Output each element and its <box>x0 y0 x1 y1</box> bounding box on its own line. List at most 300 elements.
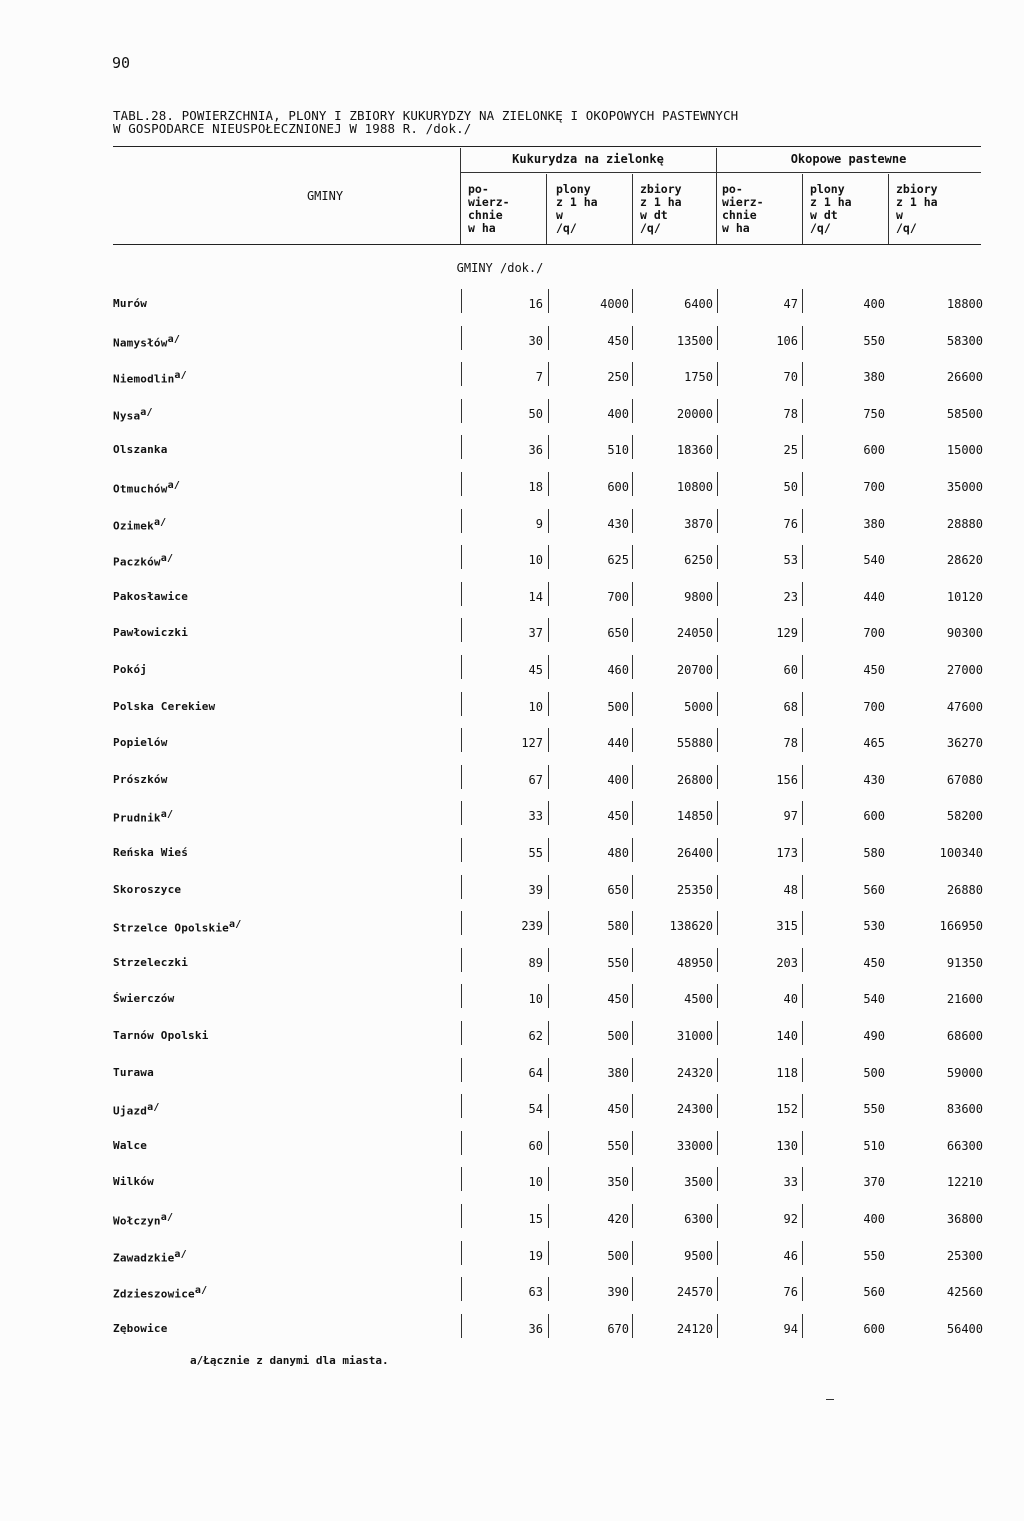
gmina-name-text: Nysa <box>113 409 141 423</box>
column-separator <box>548 289 549 313</box>
table-cell: 700 <box>863 700 885 714</box>
table-cell: 440 <box>607 736 629 750</box>
column-separator <box>632 326 633 350</box>
table-cell: 36 <box>528 1322 543 1336</box>
column-header-line: z 1 ha <box>556 195 598 209</box>
table-cell: 60 <box>528 1139 543 1153</box>
column-separator <box>548 1241 549 1265</box>
column-separator <box>548 545 549 569</box>
gmina-name-text: Turawa <box>113 1066 154 1079</box>
column-separator <box>802 1277 803 1301</box>
table-cell: 33 <box>528 809 543 823</box>
table-cell: 36 <box>528 443 543 457</box>
row-gmina-name <box>113 956 188 969</box>
column-separator <box>461 1094 462 1118</box>
table-cell: 97 <box>783 809 798 823</box>
gmina-name-text: Skoroszyce <box>113 883 182 896</box>
column-separator <box>461 1277 462 1301</box>
gmina-name-text: Pawłowiczki <box>113 626 189 639</box>
row-gmina-name <box>113 1029 209 1042</box>
column-header-line: plony <box>810 182 845 196</box>
row-gmina-name <box>113 1175 154 1188</box>
column-separator <box>461 289 462 313</box>
table-cell: 127 <box>521 736 543 750</box>
table-cell: 315 <box>776 919 798 933</box>
column-separator <box>632 435 633 459</box>
table-cell: 30 <box>528 334 543 348</box>
table-cell: 625 <box>607 553 629 567</box>
table-cell: 400 <box>607 407 629 421</box>
row-gmina-name <box>113 1285 207 1301</box>
table-cell: 62 <box>528 1029 543 1043</box>
gmina-name-text: Wilków <box>113 1175 154 1188</box>
column-separator <box>632 655 633 679</box>
row-gmina-name <box>113 1322 168 1335</box>
dash-mark <box>826 1399 834 1400</box>
table-cell: 173 <box>776 846 798 860</box>
column-separator <box>802 1131 803 1155</box>
header-bottom-rule <box>113 244 981 245</box>
footnote-mark: a/ <box>194 1285 208 1296</box>
footnote-mark: a/ <box>174 370 187 381</box>
gmina-name-text: Strzelce Opolskie <box>113 921 229 935</box>
table-cell: 55 <box>528 846 543 860</box>
table-cell: 430 <box>863 773 885 787</box>
gmina-name-text: Ozimek <box>113 519 154 533</box>
column-header-line: po- <box>722 182 743 196</box>
column-separator <box>717 472 718 496</box>
table-cell: 26800 <box>676 773 713 787</box>
column-header-line: w dt <box>640 208 668 222</box>
table-cell: 68 <box>783 700 798 714</box>
column-separator <box>461 911 462 935</box>
table-cell: 500 <box>607 1029 629 1043</box>
table-cell: 66300 <box>946 1139 983 1153</box>
header-divider <box>888 174 889 244</box>
table-cell: 239 <box>521 919 543 933</box>
table-cell: 21600 <box>946 992 983 1006</box>
gminy-header: GMINY <box>306 189 344 203</box>
table-cell: 58500 <box>946 407 983 421</box>
column-separator <box>632 838 633 862</box>
table-cell: 50 <box>528 407 543 421</box>
table-cell: 10800 <box>676 480 713 494</box>
footnote-mark: a/ <box>167 480 181 491</box>
column-separator <box>461 435 462 459</box>
table-cell: 400 <box>863 1212 885 1226</box>
table-cell: 25 <box>783 443 798 457</box>
column-separator <box>632 1241 633 1265</box>
column-separator <box>461 692 462 716</box>
column-separator <box>802 1314 803 1338</box>
table-cell: 25300 <box>946 1249 983 1263</box>
column-header-line: wierz- <box>722 195 764 209</box>
column-separator <box>461 1167 462 1191</box>
table-cell: 600 <box>863 1322 885 1336</box>
column-separator <box>548 1204 549 1228</box>
column-separator <box>632 1167 633 1191</box>
table-cell: 9 <box>535 517 543 531</box>
table-cell: 4500 <box>684 992 713 1006</box>
table-cell: 138620 <box>669 919 713 933</box>
column-separator <box>461 618 462 642</box>
row-gmina-name <box>113 1249 187 1265</box>
column-separator <box>717 326 718 350</box>
gmina-name-text: Zdzieszowice <box>113 1287 195 1301</box>
column-separator <box>717 1241 718 1265</box>
group1-rule <box>460 172 716 173</box>
gmina-name-text: Wołczyn <box>113 1214 161 1228</box>
column-separator <box>717 435 718 459</box>
table-cell: 10 <box>528 1175 543 1189</box>
page-number: 90 <box>112 54 131 72</box>
table-cell: 9500 <box>684 1249 713 1263</box>
footnote-mark: a/ <box>160 809 174 820</box>
column-separator <box>632 1058 633 1082</box>
column-separator <box>461 1241 462 1265</box>
table-cell: 14850 <box>676 809 713 823</box>
table-cell: 700 <box>863 480 885 494</box>
table-cell: 440 <box>863 590 885 604</box>
table-cell: 10 <box>528 992 543 1006</box>
table-cell: 600 <box>863 443 885 457</box>
column-header-line: w <box>556 208 563 222</box>
column-separator <box>461 399 462 423</box>
column-separator <box>461 838 462 862</box>
column-separator <box>802 911 803 935</box>
table-cell: 3500 <box>684 1175 713 1189</box>
table-cell: 64 <box>528 1066 543 1080</box>
table-cell: 560 <box>863 1285 885 1299</box>
column-separator <box>548 765 549 789</box>
row-gmina-name <box>113 517 166 533</box>
column-separator <box>548 362 549 386</box>
column-separator <box>632 1021 633 1045</box>
table-cell: 18 <box>528 480 543 494</box>
column-separator <box>802 728 803 752</box>
table-cell: 14 <box>528 590 543 604</box>
gmina-name-text: Pokój <box>113 663 148 676</box>
column-separator <box>632 618 633 642</box>
gmina-name-text: Strzeleczki <box>113 956 189 969</box>
table-cell: 35000 <box>946 480 983 494</box>
column-separator <box>717 618 718 642</box>
table-cell: 36270 <box>946 736 983 750</box>
table-cell: 94 <box>783 1322 798 1336</box>
table-cell: 60 <box>783 663 798 677</box>
top-rule <box>113 146 981 147</box>
table-cell: 92 <box>783 1212 798 1226</box>
row-gmina-name <box>113 590 188 603</box>
table-cell: 54 <box>528 1102 543 1116</box>
column-separator <box>717 399 718 423</box>
footnote-mark: a/ <box>228 919 242 930</box>
table-cell: 560 <box>863 883 885 897</box>
table-cell: 550 <box>863 1102 885 1116</box>
column-separator <box>548 509 549 533</box>
table-cell: 540 <box>863 992 885 1006</box>
column-separator <box>632 1094 633 1118</box>
gmina-name-text: Świerczów <box>113 992 175 1005</box>
column-header-line: z 1 ha <box>810 195 852 209</box>
row-gmina-name <box>113 1212 173 1228</box>
column-separator <box>548 435 549 459</box>
table-cell: 18360 <box>676 443 713 457</box>
column-separator <box>548 692 549 716</box>
column-separator <box>717 1058 718 1082</box>
column-separator <box>461 472 462 496</box>
column-header-line: w ha <box>468 221 496 235</box>
column-separator <box>461 362 462 386</box>
column-separator <box>461 1314 462 1338</box>
table-cell: 15 <box>528 1212 543 1226</box>
column-separator <box>461 765 462 789</box>
table-cell: 26880 <box>946 883 983 897</box>
table-cell: 78 <box>783 736 798 750</box>
table-cell: 6300 <box>684 1212 713 1226</box>
gmina-name-text: Otmuchów <box>113 482 168 496</box>
column-separator <box>632 399 633 423</box>
column-header-line: w ha <box>722 221 750 235</box>
row-gmina-name <box>113 443 168 456</box>
table-cell: 580 <box>607 919 629 933</box>
table-cell: 700 <box>607 590 629 604</box>
table-cell: 58300 <box>946 334 983 348</box>
table-cell: 350 <box>607 1175 629 1189</box>
column-separator <box>717 984 718 1008</box>
row-gmina-name <box>113 370 187 386</box>
column-separator <box>717 948 718 972</box>
table-cell: 370 <box>863 1175 885 1189</box>
row-gmina-name <box>113 626 188 639</box>
table-cell: 380 <box>863 517 885 531</box>
column-separator <box>802 289 803 313</box>
table-cell: 130 <box>776 1139 798 1153</box>
column-separator <box>802 618 803 642</box>
row-gmina-name <box>113 1139 147 1152</box>
table-cell: 46 <box>783 1249 798 1263</box>
column-separator <box>548 948 549 972</box>
table-cell: 380 <box>607 1066 629 1080</box>
column-separator <box>802 545 803 569</box>
column-separator <box>632 1204 633 1228</box>
table-cell: 380 <box>863 370 885 384</box>
column-separator <box>717 1277 718 1301</box>
column-header-line: w <box>896 208 903 222</box>
column-separator <box>802 362 803 386</box>
column-separator <box>717 838 718 862</box>
column-separator <box>802 1167 803 1191</box>
column-header-line: chnie <box>468 208 503 222</box>
table-cell: 40 <box>783 992 798 1006</box>
column-separator <box>717 655 718 679</box>
table-cell: 10 <box>528 553 543 567</box>
column-header-line: po- <box>468 182 489 196</box>
column-separator <box>802 435 803 459</box>
column-separator <box>632 582 633 606</box>
gmina-name-text: Walce <box>113 1139 148 1152</box>
column-separator <box>461 1131 462 1155</box>
column-separator <box>717 1314 718 1338</box>
column-separator <box>632 1131 633 1155</box>
column-separator <box>717 1167 718 1191</box>
table-cell: 600 <box>607 480 629 494</box>
gmina-name-text: Prudnik <box>113 811 161 825</box>
table-cell: 42560 <box>946 1285 983 1299</box>
column-separator <box>717 1021 718 1045</box>
table-cell: 58200 <box>946 809 983 823</box>
table-cell: 118 <box>776 1066 798 1080</box>
footnote-mark: a/ <box>174 1249 187 1260</box>
table-cell: 450 <box>607 1102 629 1116</box>
column-separator <box>632 362 633 386</box>
table-cell: 53 <box>783 553 798 567</box>
row-gmina-name <box>113 1102 160 1118</box>
table-cell: 36800 <box>946 1212 983 1226</box>
column-separator <box>632 692 633 716</box>
column-separator <box>802 875 803 899</box>
table-cell: 18800 <box>946 297 983 311</box>
table-cell: 48950 <box>676 956 713 970</box>
table-cell: 106 <box>776 334 798 348</box>
column-separator <box>548 984 549 1008</box>
table-cell: 33000 <box>676 1139 713 1153</box>
column-header-line: zbiory <box>640 182 682 196</box>
gmina-name-text: Ujazd <box>113 1104 148 1118</box>
table-cell: 510 <box>607 443 629 457</box>
table-cell: 24050 <box>676 626 713 640</box>
table-cell: 3870 <box>684 517 713 531</box>
table-cell: 465 <box>863 736 885 750</box>
column-separator <box>717 1131 718 1155</box>
column-separator <box>802 984 803 1008</box>
table-cell: 1750 <box>684 370 713 384</box>
table-cell: 20000 <box>676 407 713 421</box>
table-cell: 650 <box>607 626 629 640</box>
footnote-mark: a/ <box>160 553 174 564</box>
table-cell: 31000 <box>676 1029 713 1043</box>
row-gmina-name <box>113 1066 154 1079</box>
table-cell: 9800 <box>684 590 713 604</box>
column-separator <box>717 692 718 716</box>
table-cell: 76 <box>783 1285 798 1299</box>
table-cell: 700 <box>863 626 885 640</box>
table-cell: 24120 <box>676 1322 713 1336</box>
row-gmina-name <box>113 334 180 350</box>
column-separator <box>632 875 633 899</box>
group2-header: Okopowe pastewne <box>790 152 907 166</box>
column-separator <box>632 509 633 533</box>
table-cell: 26400 <box>676 846 713 860</box>
table-cell: 500 <box>607 1249 629 1263</box>
row-gmina-name <box>113 297 147 310</box>
column-separator <box>548 728 549 752</box>
column-separator <box>802 692 803 716</box>
table-cell: 450 <box>863 663 885 677</box>
section-label: GMINY /dok./ <box>456 261 544 275</box>
table-cell: 67 <box>528 773 543 787</box>
table-cell: 152 <box>776 1102 798 1116</box>
table-cell: 550 <box>607 1139 629 1153</box>
footnote: a/Łącznie z danymi dla miasta. <box>190 1354 389 1367</box>
header-divider <box>546 174 547 244</box>
column-separator <box>802 838 803 862</box>
table-cell: 500 <box>863 1066 885 1080</box>
gmina-name-text: Polska Cerekiew <box>113 700 216 713</box>
table-cell: 70 <box>783 370 798 384</box>
gmina-name-text: Reńska Wieś <box>113 846 189 859</box>
column-separator <box>461 545 462 569</box>
column-header-line: /q/ <box>556 221 577 235</box>
column-separator <box>461 1058 462 1082</box>
table-cell: 16 <box>528 297 543 311</box>
group1-header: Kukurydza na zielonkę <box>512 152 664 166</box>
table-cell: 33 <box>783 1175 798 1189</box>
gmina-name-text: Zębowice <box>113 1322 168 1335</box>
row-gmina-name <box>113 992 174 1005</box>
table-cell: 140 <box>776 1029 798 1043</box>
table-cell: 37 <box>528 626 543 640</box>
table-cell: 480 <box>607 846 629 860</box>
table-cell: 10 <box>528 700 543 714</box>
column-separator <box>802 399 803 423</box>
gmina-name-text: Zawadzkie <box>113 1251 175 1265</box>
row-gmina-name <box>113 736 168 749</box>
table-cell: 530 <box>863 919 885 933</box>
column-header-line: zbiory <box>896 182 938 196</box>
column-header-line: /q/ <box>810 221 831 235</box>
table-title: TABL.28. POWIERZCHNIA, PLONY I ZBIORY KUKURYDZY NA ZIELONKĘ I OKOPOWYCH PASTEWNYCH <box>113 108 739 123</box>
table-cell: 19 <box>528 1249 543 1263</box>
table-cell: 390 <box>607 1285 629 1299</box>
table-cell: 550 <box>863 334 885 348</box>
column-separator <box>461 728 462 752</box>
table-cell: 460 <box>607 663 629 677</box>
row-gmina-name <box>113 663 147 676</box>
column-separator <box>717 582 718 606</box>
column-separator <box>717 911 718 935</box>
column-separator <box>548 399 549 423</box>
column-separator <box>802 1241 803 1265</box>
table-cell: 67080 <box>946 773 983 787</box>
row-gmina-name <box>113 846 188 859</box>
column-header-line: /q/ <box>640 221 661 235</box>
footnote-mark: a/ <box>160 1212 174 1223</box>
column-separator <box>632 911 633 935</box>
column-separator <box>548 618 549 642</box>
table-cell: 6250 <box>684 553 713 567</box>
column-header-line: chnie <box>722 208 757 222</box>
column-separator <box>802 472 803 496</box>
table-cell: 129 <box>776 626 798 640</box>
column-header-line: w dt <box>810 208 838 222</box>
table-cell: 15000 <box>946 443 983 457</box>
table-cell: 600 <box>863 809 885 823</box>
table-cell: 78 <box>783 407 798 421</box>
column-header-line: plony <box>556 182 591 196</box>
column-separator <box>802 326 803 350</box>
column-separator <box>632 1277 633 1301</box>
header-divider <box>632 174 633 244</box>
table-cell: 5000 <box>684 700 713 714</box>
column-separator <box>802 509 803 533</box>
gmina-name-text: Murów <box>113 297 148 310</box>
table-cell: 91350 <box>946 956 983 970</box>
table-cell: 83600 <box>946 1102 983 1116</box>
table-cell: 55880 <box>676 736 713 750</box>
table-cell: 203 <box>776 956 798 970</box>
column-separator <box>548 582 549 606</box>
